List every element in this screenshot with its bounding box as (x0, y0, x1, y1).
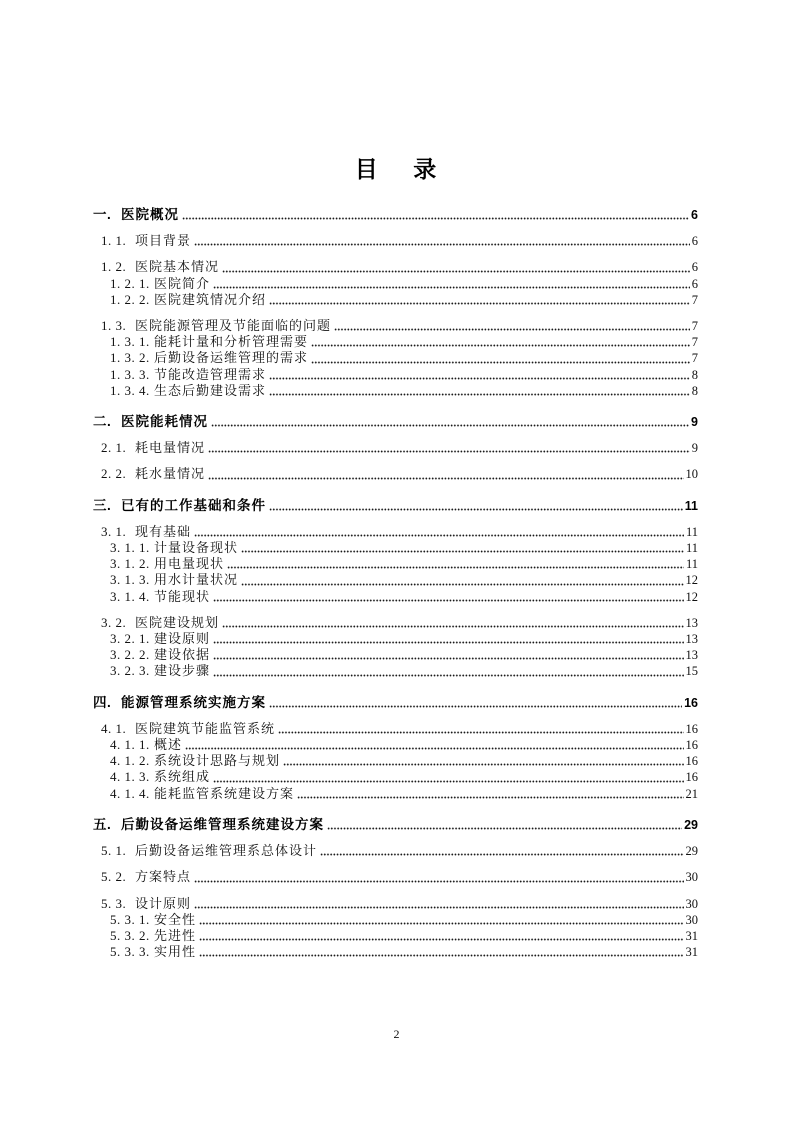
toc-entry-number: 3. 1. 3. (110, 572, 150, 588)
toc-entry[interactable] (93, 233, 698, 249)
toc-entry-page: 12 (685, 589, 698, 604)
toc-entry-number: 5. 2. (101, 869, 127, 885)
toc-entry[interactable] (93, 589, 698, 605)
toc-entry-title: 医院简介 (154, 275, 211, 291)
dot-leader (334, 327, 690, 332)
toc-entry[interactable] (93, 414, 698, 430)
toc-entry[interactable] (93, 498, 698, 514)
toc-entry-title: 系统组成 (154, 769, 211, 785)
toc-entry-page: 30 (685, 896, 698, 911)
toc-entry-page: 29 (684, 817, 698, 832)
toc-entry-number: 4. 1. 2. (110, 753, 150, 769)
toc-entry-title: 能源管理系统实施方案 (121, 694, 266, 710)
toc-entry-title: 计量设备现状 (154, 540, 239, 556)
toc-entry-number: 3. 2. 3. (110, 663, 150, 679)
toc-entry[interactable] (93, 556, 698, 572)
toc-entry-page: 6 (691, 234, 698, 249)
toc-entry[interactable] (93, 572, 698, 588)
toc-entry-number: 4. 1. 3. (110, 769, 150, 785)
toc-entry-number: 3. 2. 2. (110, 647, 150, 663)
dot-leader (269, 392, 690, 397)
toc-entry-title: 后勤设备运维管理的需求 (154, 350, 309, 366)
toc-entry-page: 30 (685, 912, 698, 927)
dot-leader (311, 343, 690, 348)
toc-entry-page: 8 (691, 383, 698, 398)
dot-leader (311, 360, 690, 365)
toc-entry-page: 7 (691, 319, 698, 334)
toc-entry-title: 医院概况 (121, 207, 179, 222)
toc-entry-page: 16 (685, 738, 698, 753)
dot-leader (213, 779, 683, 784)
toc-entry[interactable] (93, 737, 698, 753)
dot-leader (199, 953, 683, 958)
toc-entry-number: 三. (93, 497, 112, 513)
toc-entry[interactable] (93, 207, 698, 223)
toc-entry-title: 节能现状 (154, 588, 211, 604)
toc-entry-page: 30 (685, 870, 698, 885)
dot-leader (194, 879, 683, 884)
toc-entry-number: 1. 1. (101, 233, 127, 249)
toc-entry-page: 7 (691, 351, 698, 366)
toc-entry-page: 11 (685, 524, 698, 539)
toc-entry-title: 医院建设规划 (135, 614, 220, 630)
toc-entry-title: 现有基础 (135, 523, 192, 539)
dot-leader (320, 852, 683, 857)
toc-entry-title: 耗电量情况 (135, 440, 206, 456)
dot-leader (208, 476, 683, 481)
toc-entry-number: 1. 2. 2. (110, 291, 150, 307)
toc-entry[interactable] (93, 817, 698, 833)
dot-leader (269, 376, 690, 381)
toc-entry-page: 11 (684, 498, 698, 513)
dot-leader (227, 565, 684, 570)
toc-entry-title: 实用性 (154, 944, 197, 960)
toc-entry[interactable] (93, 695, 698, 711)
toc-entry[interactable] (93, 540, 698, 556)
dot-leader (211, 423, 689, 428)
toc-entry-number: 3. 1. 4. (110, 588, 150, 604)
toc-entry[interactable] (93, 896, 698, 912)
toc-entry[interactable] (93, 334, 698, 350)
dot-leader (283, 762, 683, 767)
toc-entry[interactable] (93, 944, 698, 960)
toc-entry-page: 10 (685, 467, 698, 482)
toc-entry-page: 13 (685, 615, 698, 630)
toc-entry-title: 系统设计思路与规划 (154, 753, 281, 769)
toc-entry[interactable] (93, 663, 698, 679)
page-footer (0, 1027, 793, 1042)
toc-entry-page: 16 (684, 695, 698, 710)
dot-leader (208, 449, 690, 454)
dot-leader (241, 549, 684, 554)
toc-entry-number: 二. (93, 414, 112, 430)
toc-entry-title: 后勤设备运维管理系统建设方案 (121, 816, 324, 832)
dot-leader (194, 242, 690, 247)
toc-entry-number: 4. 1. 1. (110, 737, 150, 753)
toc-entry-title: 能耗计量和分析管理需要 (154, 334, 309, 350)
toc-entry-page: 11 (685, 541, 698, 556)
toc-entry[interactable] (93, 631, 698, 647)
toc-entry-number: 5. 3. 1. (110, 911, 150, 927)
dot-leader (213, 673, 683, 678)
toc-entry[interactable] (93, 786, 698, 802)
toc-entry[interactable] (93, 440, 698, 456)
toc-entry[interactable] (93, 769, 698, 785)
toc-entry[interactable] (93, 524, 698, 540)
toc-entry[interactable] (93, 292, 698, 308)
toc-entry-title: 医院建筑情况介绍 (154, 291, 267, 307)
toc-entry[interactable] (93, 259, 698, 275)
toc-entry-page: 6 (691, 276, 698, 291)
toc-entry-page: 6 (691, 208, 698, 222)
toc-title: 目 录 (354, 156, 439, 182)
toc-entry-title: 概述 (154, 737, 183, 753)
dot-leader (222, 624, 683, 629)
toc-entry-title: 建设步骤 (154, 663, 211, 679)
toc-entry-number: 四. (93, 694, 112, 710)
toc-entry[interactable] (93, 367, 698, 383)
toc-entry-title: 方案特点 (135, 869, 192, 885)
toc-entry-title: 设计原则 (135, 895, 192, 911)
toc-entry[interactable] (93, 753, 698, 769)
toc-entry-number: 2. 2. (101, 466, 127, 482)
dot-leader (269, 507, 683, 512)
toc-entry-number: 3. 1. (101, 523, 127, 539)
dot-leader (213, 656, 683, 661)
toc-entry-page: 7 (691, 292, 698, 307)
toc-entry-page: 7 (691, 335, 698, 350)
toc-entry-title: 后勤设备运维管理系总体设计 (135, 843, 318, 859)
toc-entry-title: 医院基本情况 (135, 259, 220, 275)
dot-leader (199, 921, 683, 926)
toc-entry-title: 建设依据 (154, 647, 211, 663)
toc-entry-title: 医院能源管理及节能面临的问题 (135, 318, 332, 334)
toc-entry-title: 耗水量情况 (135, 466, 206, 482)
dot-leader (213, 640, 683, 645)
dot-leader (278, 730, 683, 735)
toc-entry-page: 31 (685, 945, 698, 960)
dot-leader (327, 826, 682, 831)
dot-leader (241, 582, 683, 587)
toc-entry-page: 29 (685, 844, 698, 859)
dot-leader (269, 301, 690, 306)
toc-entry-page: 13 (685, 648, 698, 663)
toc-entry-number: 2. 1. (101, 440, 127, 456)
toc-entry-title: 医院能耗情况 (121, 414, 208, 430)
dot-leader (269, 704, 682, 709)
toc-entry[interactable] (93, 912, 698, 928)
toc-entry[interactable] (93, 318, 698, 334)
dot-leader (194, 905, 683, 910)
dot-leader (213, 285, 690, 290)
dot-leader (222, 269, 690, 274)
toc-entry-page: 8 (691, 367, 698, 382)
toc-entry-number: 5. 1. (101, 843, 127, 859)
toc-entry[interactable] (93, 383, 698, 399)
toc-entry-title: 已有的工作基础和条件 (121, 497, 266, 513)
toc-entry-title: 用水计量状况 (154, 572, 239, 588)
toc-entry[interactable] (93, 350, 698, 366)
toc-entry-number: 3. 1. 1. (110, 540, 150, 556)
toc-list (93, 207, 698, 960)
toc-entry-page: 15 (685, 664, 698, 679)
toc-entry[interactable] (93, 721, 698, 737)
dot-leader (185, 746, 683, 751)
toc-entry-page: 16 (685, 770, 698, 785)
toc-entry-page: 12 (685, 573, 698, 588)
toc-entry[interactable] (93, 615, 698, 631)
toc-entry-page: 11 (685, 557, 698, 572)
footer-page-number: 2 (393, 1027, 400, 1041)
toc-entry-title: 节能改造管理需求 (154, 366, 267, 382)
toc-entry[interactable] (93, 928, 698, 944)
toc-entry[interactable] (93, 647, 698, 663)
toc-entry[interactable] (93, 276, 698, 292)
toc-entry-page: 31 (685, 928, 698, 943)
toc-entry[interactable] (93, 466, 698, 482)
toc-entry-page: 9 (691, 415, 698, 430)
toc-entry-page: 16 (685, 754, 698, 769)
toc-entry-number: 1. 2. 1. (110, 275, 150, 291)
toc-entry-page: 16 (685, 721, 698, 736)
toc-entry-number: 1. 3. 2. (110, 350, 150, 366)
toc-entry-page: 6 (691, 260, 698, 275)
toc-entry-number: 1. 2. (101, 259, 127, 275)
toc-entry-title: 安全性 (154, 911, 197, 927)
toc-entry-number: 一. (93, 207, 112, 222)
toc-entry-title: 先进性 (154, 927, 197, 943)
toc-entry-page: 9 (691, 441, 698, 456)
toc-entry-number: 4. 1. 4. (110, 785, 150, 801)
toc-entry-title: 能耗监管系统建设方案 (154, 785, 295, 801)
toc-entry[interactable] (93, 843, 698, 859)
toc-entry-number: 3. 2. 1. (110, 631, 150, 647)
toc-entry-title: 项目背景 (135, 233, 192, 249)
toc-entry-number: 3. 1. 2. (110, 556, 150, 572)
toc-entry-page: 13 (685, 632, 698, 647)
toc-entry-number: 1. 3. 1. (110, 334, 150, 350)
toc-entry-number: 1. 3. (101, 318, 127, 334)
dot-leader (182, 216, 689, 221)
toc-entry-title: 用电量现状 (154, 556, 225, 572)
toc-entry[interactable] (93, 869, 698, 885)
toc-entry-page: 21 (685, 786, 698, 801)
dot-leader (199, 937, 683, 942)
toc-entry-number: 5. 3. 2. (110, 927, 150, 943)
toc-entry-number: 5. 3. 3. (110, 944, 150, 960)
toc-entry-number: 1. 3. 4. (110, 382, 150, 398)
dot-leader (297, 795, 683, 800)
toc-entry-number: 1. 3. 3. (110, 366, 150, 382)
toc-entry-title: 建设原则 (154, 631, 211, 647)
dot-leader (213, 598, 683, 603)
dot-leader (194, 533, 684, 538)
toc-entry-title: 生态后勤建设需求 (154, 382, 267, 398)
toc-entry-title: 医院建筑节能监管系统 (135, 720, 276, 736)
toc-entry-number: 五. (93, 816, 112, 832)
toc-entry-number: 4. 1. (101, 720, 127, 736)
toc-entry-number: 3. 2. (101, 614, 127, 630)
toc-entry-number: 5. 3. (101, 895, 127, 911)
